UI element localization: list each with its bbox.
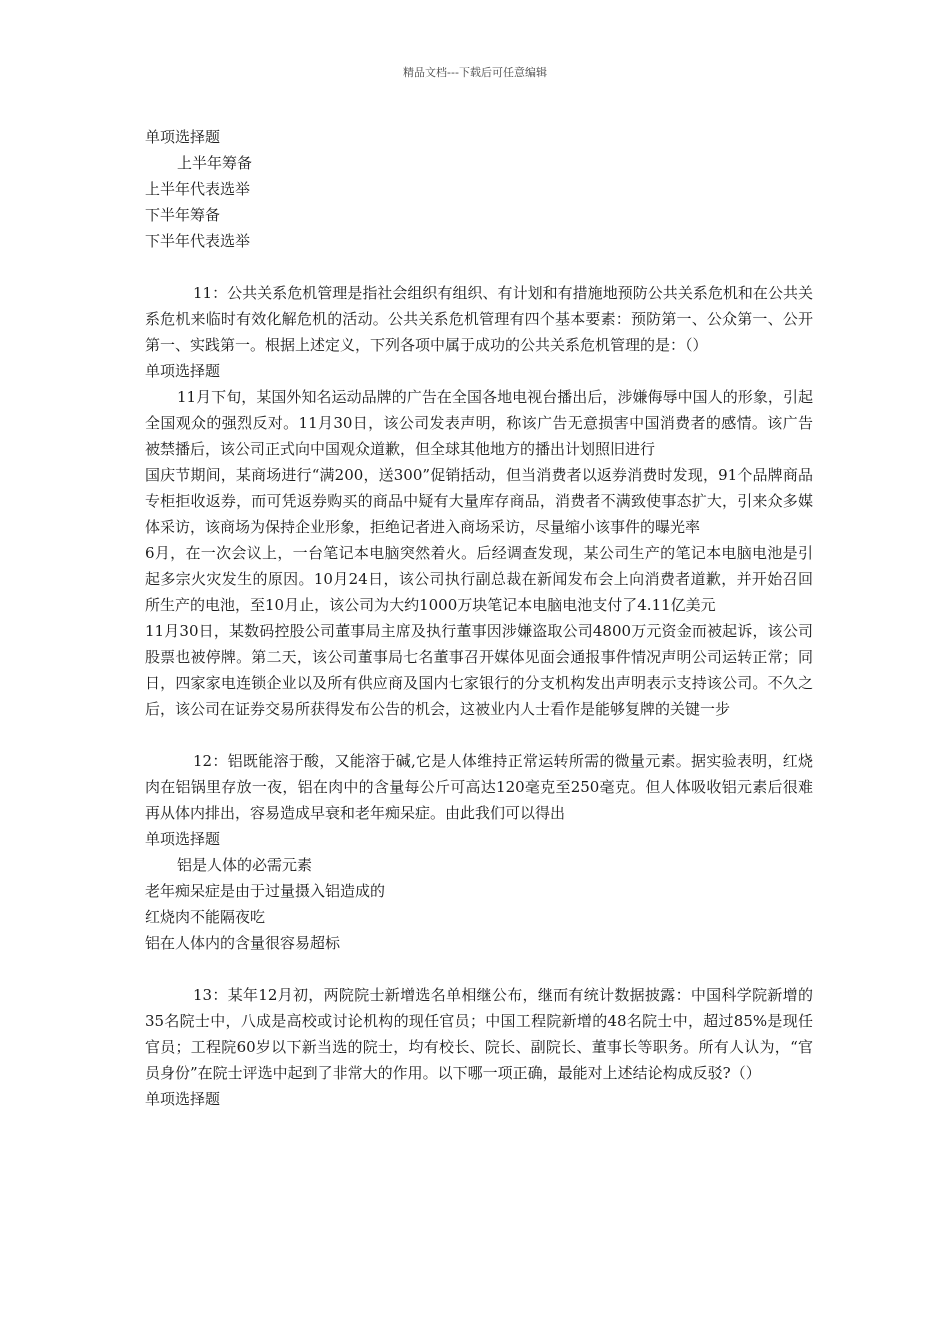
spacer bbox=[145, 956, 813, 982]
option-c: 下半年筹备 bbox=[145, 206, 221, 224]
question-11 bbox=[145, 280, 813, 722]
option-c: 6月，在一次会议上，一台笔记本电脑突然着火。后经调查发现，某公司生产的笔记本电脑电池是引起多宗火灾发生的原因。10月24日，该公司执行副总裁在新闻发布会上向消费者道歉，并开始召回所生产的电池，至10月止，该公司为大约1000万块笔记本电脑电池支付了4.11亿美元 bbox=[145, 544, 813, 614]
question-type-label: 单项选择题 bbox=[145, 1090, 221, 1108]
q10-options-block bbox=[145, 124, 813, 254]
question-stem: 11：公共关系危机管理是指社会组织有组织、有计划和有措施地预防公共关系危机和在公共关系危机来临时有效化解危机的活动。公共关系危机管理有四个基本要素：预防第一、公众第一、公开第一、实践第一。根据上述定义，下列各项中属于成功的公共关系危机管理的是：（） bbox=[145, 284, 813, 354]
option-a: 11月下旬，某国外知名运动品牌的广告在全国各地电视台播出后，涉嫌侮辱中国人的形象，引起全国观众的强烈反对。11月30日，该公司发表声明，称该广告无意损害中国消费者的感情。该广告被禁播后，该公司正式向中国观众道歉，但全球其他地方的播出计划照旧进行 bbox=[145, 388, 813, 458]
question-type-label: 单项选择题 bbox=[145, 362, 221, 380]
spacer bbox=[145, 722, 813, 748]
question-13 bbox=[145, 982, 813, 1112]
question-12 bbox=[145, 748, 813, 956]
option-d: 11月30日，某数码控股公司董事局主席及执行董事因涉嫌盗取公司4800万元资金而被起诉，该公司股票也被停牌。第二天，该公司董事局七名董事召开媒体见面会通报事件情况声明公司运转正常；同日，四家家电连锁企业以及所有供应商及国内七家银行的分支机构发出声明表示支持该公司。不久之后，该公司在证券交易所获得发布公告的机会，这被业内人士看作是能够复牌的关键一步 bbox=[145, 622, 813, 718]
question-type-label: 单项选择题 bbox=[145, 128, 221, 146]
option-c: 红烧肉不能隔夜吃 bbox=[145, 908, 266, 926]
page-header: 精品文档---下载后可任意编辑 bbox=[403, 66, 547, 79]
question-stem: 13：某年12月初，两院院士新增选名单相继公布，继而有统计数据披露：中国科学院新增的35名院士中，八成是高校或讨论机构的现任官员；中国工程院新增的48名院士中，超过85%是现任官员；工程院60岁以下新当选的院士，均有校长、院长、副院长、董事长等职务。所有人认为，“官员身份”在院士评选中起到了非常大的作用。以下哪一项正确，最能对上述结论构成反驳?（） bbox=[145, 986, 813, 1082]
option-b: 上半年代表选举 bbox=[145, 180, 251, 198]
question-type-label: 单项选择题 bbox=[145, 830, 221, 848]
question-stem: 12：铝既能溶于酸，又能溶于碱,它是人体维持正常运转所需的微量元素。据实验表明，红烧肉在铝锅里存放一夜，铝在肉中的含量每公斤可高达120毫克至250毫克。但人体吸收铝元素后很难再从体内排出，容易造成早衰和老年痴呆症。由此我们可以得出 bbox=[145, 752, 813, 822]
option-b: 老年痴呆症是由于过量摄入铝造成的 bbox=[145, 882, 386, 900]
option-a: 上半年筹备 bbox=[177, 154, 253, 172]
option-a: 铝是人体的必需元素 bbox=[177, 856, 313, 874]
option-d: 下半年代表选举 bbox=[145, 232, 251, 250]
option-b: 国庆节期间，某商场进行“满200，送300”促销括动，但当消费者以返券消费时发现，91个品牌商品专柜拒收返券，而可凭返券购买的商品中疑有大量库存商品，消费者不满致使事态扩大，引来众多媒体采访，该商场为保持企业形象，拒绝记者进入商场采访，尽量缩小该事件的曝光率 bbox=[145, 466, 813, 536]
spacer bbox=[145, 254, 813, 280]
option-d: 铝在人体内的含量很容易超标 bbox=[145, 934, 341, 952]
document-body bbox=[145, 124, 813, 1112]
